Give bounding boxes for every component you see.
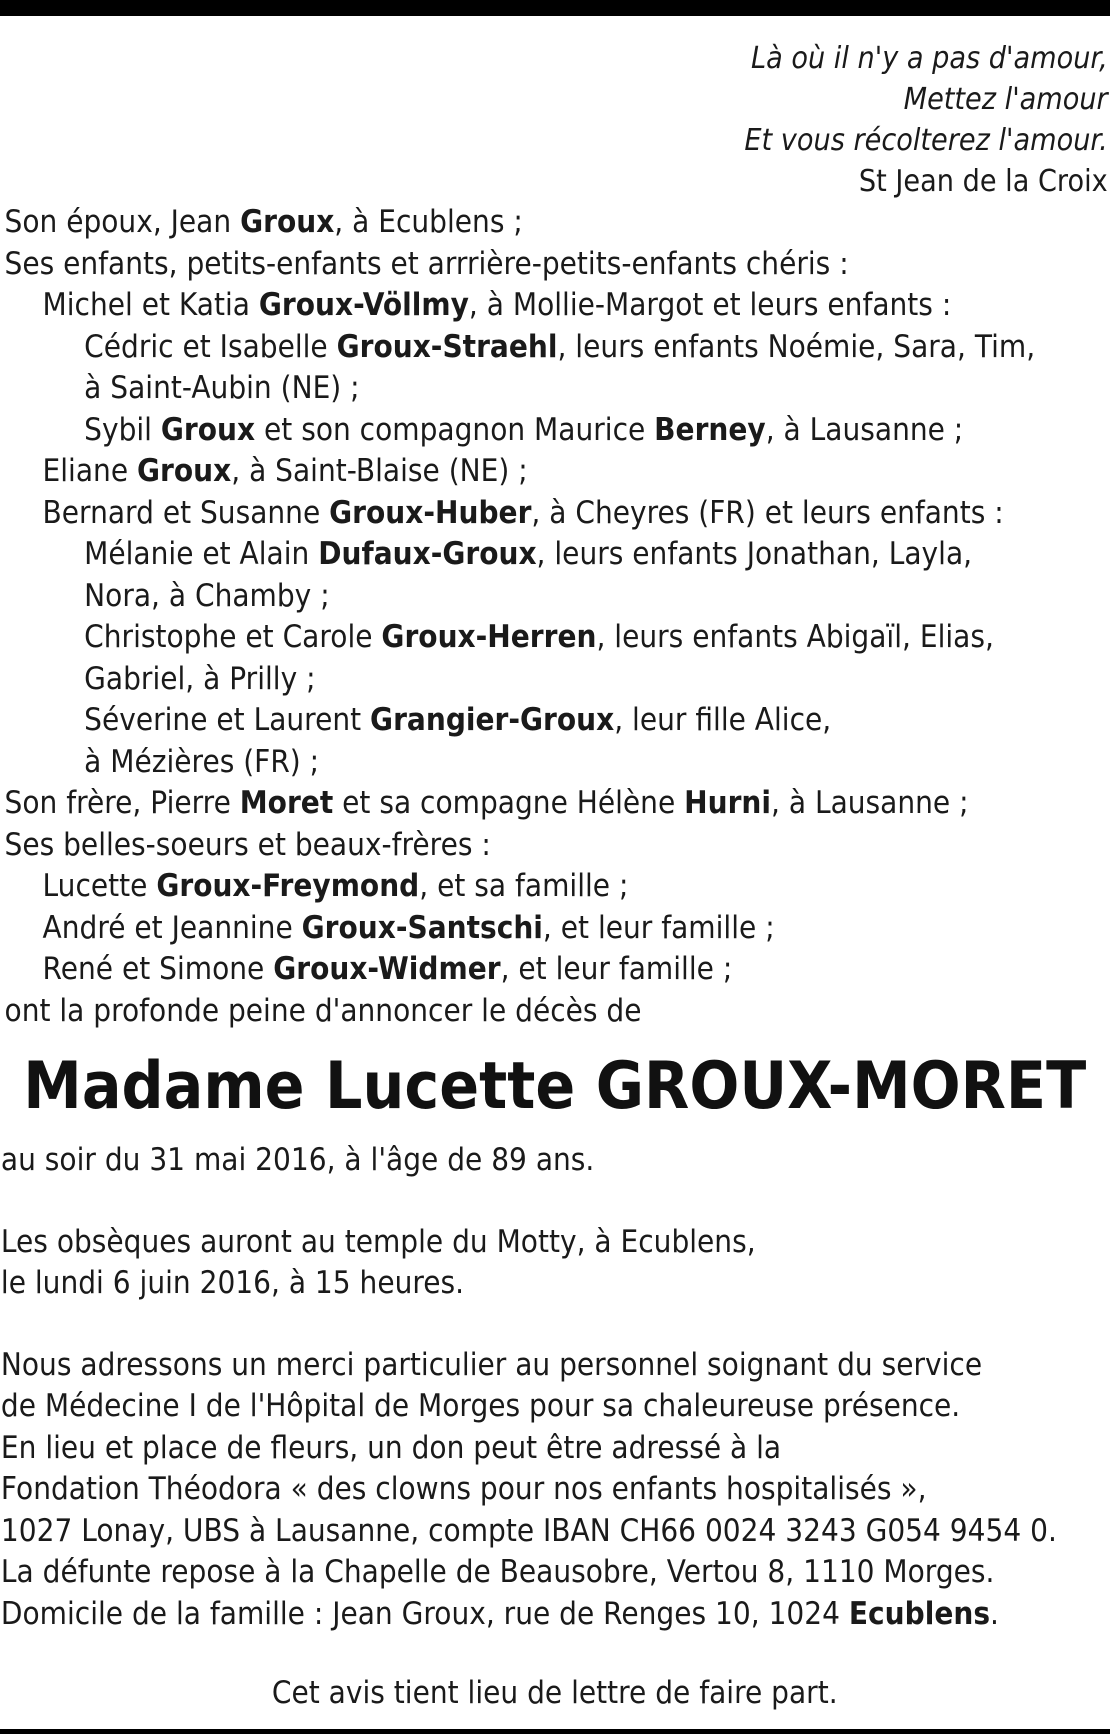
epigraph-line: Là où il n'y a pas d'amour,	[750, 41, 1108, 76]
family-line	[5, 866, 1110, 908]
family-list	[0, 202, 1110, 1032]
bottom-rule	[0, 1729, 1110, 1734]
family-text: Ses enfants, petits-enfants et arrrière-petits-enfants chéris :	[4, 245, 849, 282]
family-surname: Groux-Herren	[381, 619, 597, 655]
top-rule	[0, 0, 1110, 16]
family-text: , à Cheyres (FR) et leurs enfants :	[531, 494, 1004, 531]
family-line	[5, 534, 1110, 576]
donation-line: 1027 Lonay, UBS à Lausanne, compte IBAN CH66 0024 3243 G054 9454 0.	[0, 1512, 1057, 1549]
family-line	[5, 285, 1110, 327]
family-line	[5, 908, 1110, 950]
family-line	[5, 783, 1110, 825]
family-surname: Grangier-Groux	[370, 702, 615, 738]
family-text: Bernard et Susanne	[42, 494, 330, 531]
family-text: , leur fille Alice,	[614, 702, 832, 738]
family-text: Eliane	[42, 453, 138, 489]
notice-body	[0, 1140, 1110, 1635]
family-line	[5, 742, 1110, 784]
family-text: Mélanie et Alain	[84, 536, 319, 572]
family-surname: Groux	[160, 411, 256, 448]
family-line	[5, 659, 1110, 701]
family-text: , et leur famille ;	[542, 909, 775, 946]
family-text: à Saint-Aubin (NE) ;	[84, 370, 360, 406]
domicile-prefix: Domicile de la famille : Jean Groux, rue de Renges 10, 1024	[0, 1595, 849, 1632]
repose-line: La défunte repose à la Chapelle de Beausobre, Vertou 8, 1110 Morges.	[0, 1554, 995, 1590]
family-surname: Hurni	[684, 785, 772, 821]
family-text: ont la profonde peine d'annoncer le décès de	[4, 992, 642, 1029]
family-line	[5, 493, 1110, 535]
family-text: Gabriel, à Prilly ;	[84, 660, 316, 697]
family-text: , et sa famille ;	[419, 868, 629, 904]
family-text: , leurs enfants Abigaïl, Elias,	[596, 619, 994, 655]
family-surname: Berney	[654, 411, 766, 448]
family-line	[5, 700, 1110, 742]
family-line	[5, 244, 1110, 286]
deceased-name: Madame Lucette GROUX-MORET	[23, 1049, 1087, 1124]
thanks-line: Nous adressons un merci particulier au personnel soignant du service	[0, 1346, 983, 1383]
family-text: , à Lausanne ;	[765, 411, 964, 448]
family-line	[5, 949, 1110, 991]
family-text: Nora, à Chamby ;	[84, 577, 330, 614]
family-surname: Moret	[239, 785, 334, 821]
donation-line: En lieu et place de fleurs, un don peut être adressé à la	[0, 1429, 782, 1466]
family-surname: Groux-Straehl	[336, 328, 558, 365]
family-surname: Dufaux-Groux	[318, 536, 537, 572]
death-date-line: au soir du 31 mai 2016, à l'âge de 89 ans.	[0, 1142, 595, 1178]
family-line	[5, 451, 1110, 493]
family-surname: Groux	[137, 453, 232, 489]
family-surname: Groux	[240, 204, 335, 240]
family-text: et son compagnon Maurice	[255, 411, 655, 448]
family-text: Son frère, Pierre	[4, 785, 240, 821]
family-line	[5, 617, 1110, 659]
family-text: , leurs enfants Noémie, Sara, Tim,	[557, 328, 1036, 365]
epigraph-line: Et vous récolterez l'amour.	[744, 123, 1108, 158]
family-text: , à Mollie-Margot et leurs enfants :	[468, 287, 952, 323]
family-text: Christophe et Carole	[84, 619, 382, 655]
domicile-line	[1, 1594, 1110, 1636]
epigraph-line: Mettez l'amour	[903, 82, 1108, 117]
family-text: , et leur famille ;	[500, 951, 733, 987]
family-text: à Mézières (FR) ;	[84, 743, 320, 780]
epigraph-author: St Jean de la Croix	[858, 164, 1108, 199]
family-text: René et Simone	[42, 951, 274, 987]
family-text: Ses belles-soeurs et beaux-frères :	[4, 826, 491, 863]
family-text: et sa compagne Hélène	[333, 785, 685, 821]
obituary-notice	[0, 16, 1108, 1729]
family-text: Michel et Katia	[42, 287, 259, 323]
family-line	[5, 368, 1110, 410]
family-text: Séverine et Laurent	[84, 702, 371, 738]
family-line	[5, 991, 1110, 1033]
domicile-city: Ecublens	[848, 1595, 991, 1632]
family-text: Lucette	[42, 868, 157, 904]
family-line	[5, 327, 1110, 369]
family-text: , à Lausanne ;	[771, 785, 969, 821]
family-text: Sybil	[84, 411, 161, 448]
family-surname: Groux-Huber	[329, 494, 532, 531]
family-surname: Groux-Völlmy	[258, 287, 469, 323]
family-text: André et Jeannine	[42, 909, 302, 946]
family-line	[5, 410, 1110, 452]
family-text: , à Ecublens ;	[334, 204, 523, 240]
thanks-line: de Médecine I de l'Hôpital de Morges pour sa chaleureuse présence.	[0, 1388, 961, 1424]
funeral-line: Les obsèques auront au temple du Motty, à Ecublens,	[0, 1223, 756, 1260]
funeral-line: le lundi 6 juin 2016, à 15 heures.	[0, 1265, 465, 1301]
family-text: , à Saint-Blaise (NE) ;	[231, 453, 528, 489]
family-text: Son époux, Jean	[4, 204, 241, 240]
closing-line: Cet avis tient lieu de lettre de faire part.	[271, 1675, 838, 1711]
domicile-suffix: .	[990, 1595, 999, 1632]
family-line	[5, 825, 1110, 867]
family-surname: Groux-Freymond	[156, 868, 420, 904]
family-text: , leurs enfants Jonathan, Layla,	[536, 536, 973, 572]
epigraph	[0, 16, 1110, 202]
family-surname: Groux-Santschi	[301, 909, 543, 946]
family-surname: Groux-Widmer	[273, 951, 501, 987]
donation-line: Fondation Théodora « des clowns pour nos enfants hospitalisés »,	[0, 1471, 927, 1507]
family-text: Cédric et Isabelle	[84, 328, 337, 365]
family-line	[5, 576, 1110, 618]
family-line	[5, 202, 1110, 244]
